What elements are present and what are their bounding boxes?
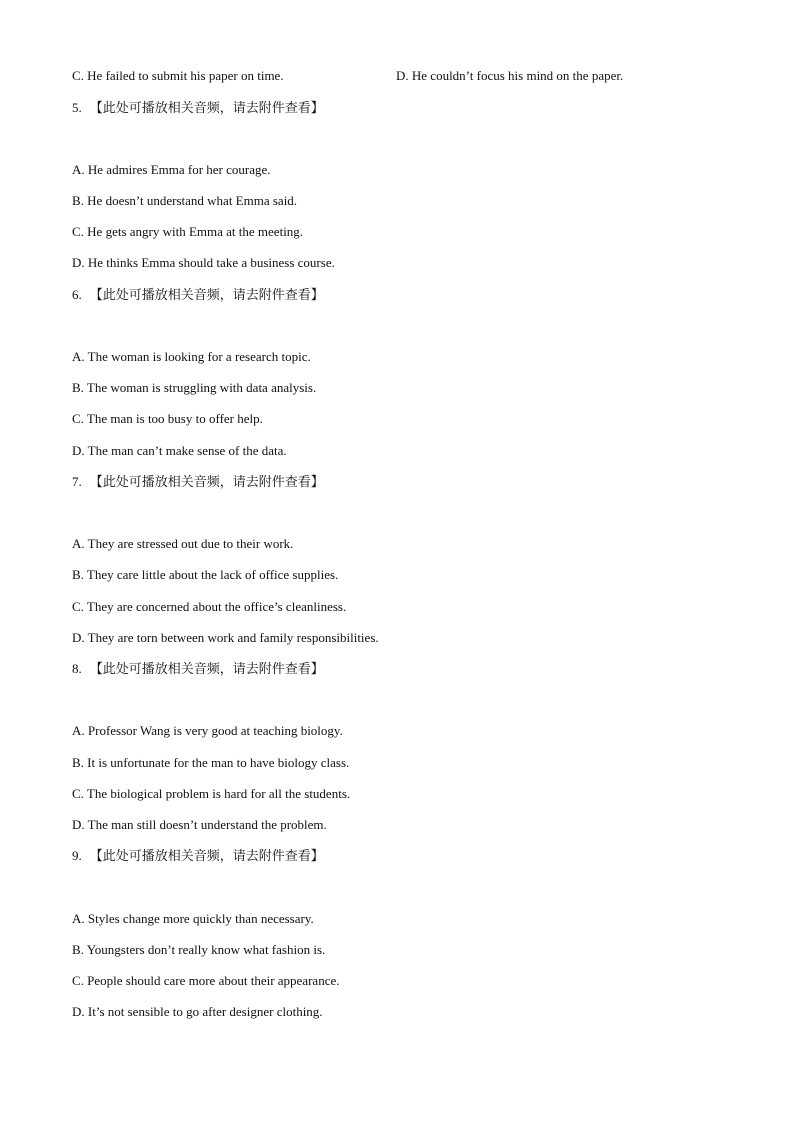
- question-number: 8.: [72, 661, 82, 676]
- question-9-option-b: B. Youngsters don’t really know what fashion is.: [72, 942, 326, 957]
- previous-question-options-row: [72, 68, 752, 84]
- question-9-option-c: C. People should care more about their appearance.: [72, 973, 340, 988]
- question-6-option-a: A. The woman is looking for a research topic.: [72, 349, 311, 364]
- question-6-option-d: D. The man can’t make sense of the data.: [72, 443, 287, 458]
- question-5-option-c: C. He gets angry with Emma at the meeting.: [72, 224, 304, 239]
- question-6-prompt: [72, 287, 324, 303]
- question-5-option-d: D. He thinks Emma should take a business course.: [72, 255, 335, 270]
- question-9-option-a: A. Styles change more quickly than necessary.: [72, 911, 314, 926]
- question-8-prompt: [72, 661, 324, 677]
- option-d: D. He couldn’t focus his mind on the paper.: [396, 68, 624, 83]
- question-8-option-d: D. The man still doesn’t understand the problem.: [72, 817, 327, 832]
- question-number: 9.: [72, 848, 82, 863]
- question-number: 5.: [72, 100, 82, 115]
- question-number: 6.: [72, 287, 82, 302]
- question-7-option-d: D. They are torn between work and family responsibilities.: [72, 630, 379, 645]
- audio-placeholder: 【此处可播放相关音频，请去附件查看】: [89, 848, 324, 863]
- audio-placeholder: 【此处可播放相关音频，请去附件查看】: [89, 474, 324, 489]
- question-8-option-b: B. It is unfortunate for the man to have biology class.: [72, 755, 350, 770]
- audio-placeholder: 【此处可播放相关音频，请去附件查看】: [89, 100, 324, 115]
- audio-placeholder: 【此处可播放相关音频，请去附件查看】: [89, 661, 324, 676]
- option-c: C. He failed to submit his paper on time.: [72, 68, 284, 83]
- question-7-option-a: A. They are stressed out due to their work.: [72, 536, 294, 551]
- question-5-option-b: B. He doesn’t understand what Emma said.: [72, 193, 298, 208]
- question-9-prompt: [72, 848, 324, 864]
- audio-placeholder: 【此处可播放相关音频，请去附件查看】: [89, 287, 324, 302]
- question-6-option-b: B. The woman is struggling with data analysis.: [72, 380, 317, 395]
- question-9-option-d: D. It’s not sensible to go after designer clothing.: [72, 1004, 323, 1019]
- question-6-option-c: C. The man is too busy to offer help.: [72, 411, 263, 426]
- question-8-option-c: C. The biological problem is hard for all the students.: [72, 786, 351, 801]
- question-number: 7.: [72, 474, 82, 489]
- question-5-option-a: A. He admires Emma for her courage.: [72, 162, 271, 177]
- question-8-option-a: A. Professor Wang is very good at teaching biology.: [72, 723, 343, 738]
- question-7-option-b: B. They care little about the lack of office supplies.: [72, 567, 339, 582]
- question-7-option-c: C. They are concerned about the office’s cleanliness.: [72, 599, 347, 614]
- question-7-prompt: [72, 474, 324, 490]
- question-5-prompt: [72, 100, 324, 116]
